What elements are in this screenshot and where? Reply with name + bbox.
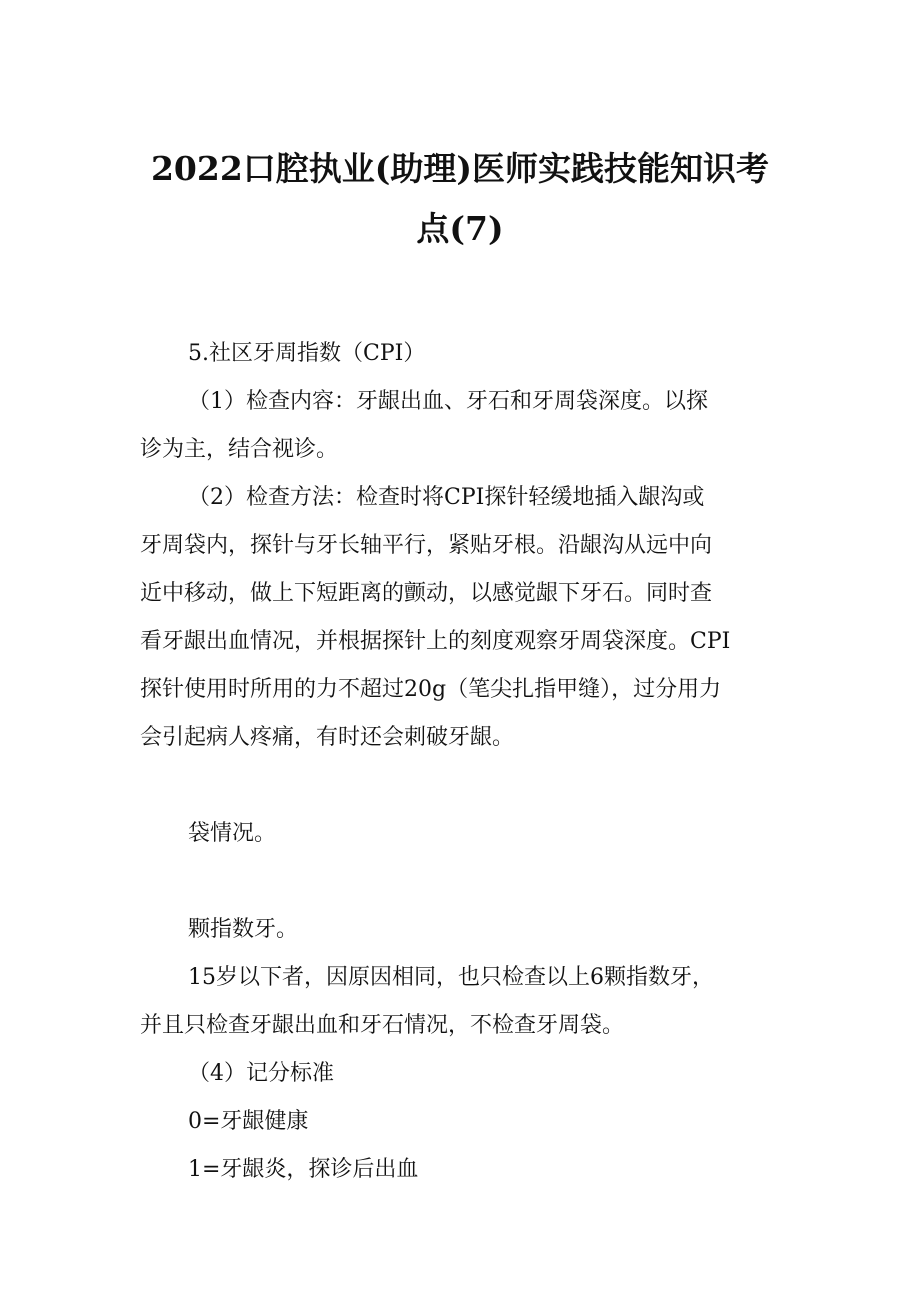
paragraph-line: 袋情况。: [188, 821, 277, 846]
paragraph-line: （2）检查方法：检查时将CPI探针轻缓地插入龈沟或: [188, 485, 705, 510]
paragraph-line: 会引起病人疼痛，有时还会刺破牙龈。: [140, 725, 515, 750]
paragraph-line: 探针使用时所用的力不超过20g（笔尖扎指甲缝），过分用力: [140, 677, 722, 702]
score-item: 0=牙龈健康: [188, 1109, 309, 1134]
document-title-line-2: 点(7): [416, 209, 504, 248]
paragraph-line: 颗指数牙。: [188, 917, 299, 942]
paragraph-line: 牙周袋内，探针与牙长轴平行，紧贴牙根。沿龈沟从远中向: [140, 533, 713, 558]
section-heading-scoring: （4）记分标准: [188, 1061, 334, 1086]
paragraph-line: 近中移动，做上下短距离的颤动，以感觉龈下牙石。同时查: [140, 581, 713, 606]
paragraph-line: 并且只检查牙龈出血和牙石情况，不检查牙周袋。: [140, 1013, 625, 1038]
paragraph-line: 诊为主，结合视诊。: [140, 437, 339, 462]
paragraph-line: 看牙龈出血情况，并根据探针上的刻度观察牙周袋深度。CPI: [140, 629, 731, 654]
document-title-line-1: 2022口腔执业(助理)医师实践技能知识考: [150, 149, 770, 188]
section-heading-cpi: 5.社区牙周指数（CPI）: [188, 341, 426, 366]
paragraph-line: 15岁以下者，因原因相同，也只检查以上6颗指数牙，: [188, 965, 714, 990]
paragraph-line: （1）检查内容：牙龈出血、牙石和牙周袋深度。以探: [188, 389, 708, 414]
score-item: 1=牙龈炎，探诊后出血: [188, 1157, 419, 1182]
